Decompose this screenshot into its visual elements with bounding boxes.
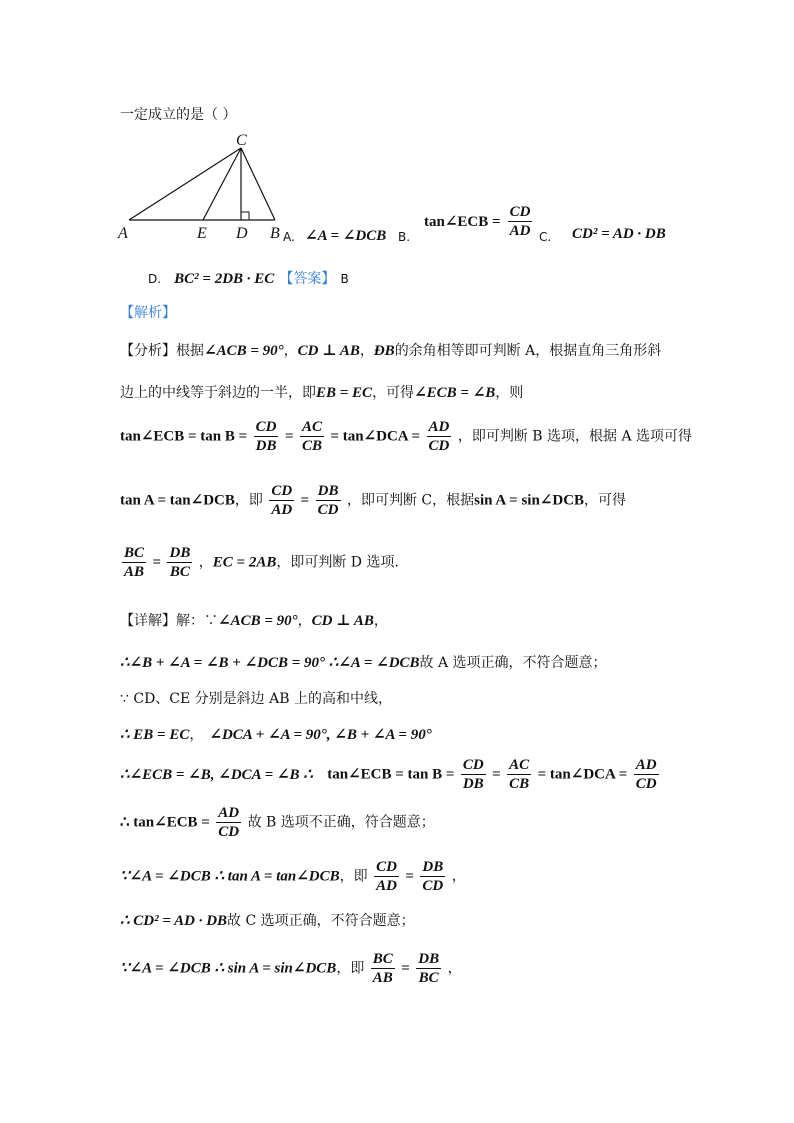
option-b-expr <box>424 203 534 240</box>
fraction <box>167 544 192 581</box>
detail-line-1 <box>120 610 388 630</box>
option-b-fraction <box>508 203 533 240</box>
text: ， <box>297 613 312 629</box>
text: ，即 <box>339 868 368 885</box>
math: ÐB <box>373 343 395 359</box>
fraction-numerator: AC <box>301 419 322 435</box>
fraction-denominator: AD <box>509 223 531 239</box>
fraction <box>374 858 399 895</box>
fraction-numerator: BC <box>372 951 393 967</box>
math: ∠ECB = ∠B <box>414 385 496 401</box>
math: ∠DCA + ∠A = 90°, ∠B + ∠A = 90° <box>209 727 432 743</box>
option-d-label: D. <box>148 272 162 286</box>
fraction-denominator: AD <box>271 502 293 518</box>
fraction-denominator: DB <box>255 438 277 454</box>
text: ， <box>198 554 213 571</box>
math: ∠ACB = 90° <box>204 343 284 359</box>
math: EC = 2AB <box>212 554 277 571</box>
fraction-numerator: CD <box>271 483 293 499</box>
math: tan∠ECB = tan B = <box>120 428 248 445</box>
math: tan A = tan∠DCB <box>120 492 235 509</box>
text: ， <box>373 613 388 629</box>
label-b: B <box>270 225 280 242</box>
fraction <box>507 756 531 793</box>
math: ∠ACB = 90° <box>218 613 298 629</box>
fraction <box>420 858 445 895</box>
fraction <box>634 756 659 793</box>
fraction <box>416 950 441 987</box>
fraction-denominator: CD <box>428 438 450 454</box>
median-ce <box>203 148 241 220</box>
answer-tag: 【答案】 <box>279 271 336 287</box>
detail-line-6 <box>120 804 435 841</box>
math: ∴ EB = EC <box>120 727 190 743</box>
math: = <box>401 960 410 977</box>
fraction-numerator: BC <box>124 545 145 561</box>
text: 的余角相等即可判断 A，根据直角三角形斜 <box>394 343 662 359</box>
text: ， <box>451 868 466 885</box>
text: ，即可判断 B 选项，根据 A 选项可得 <box>457 428 693 445</box>
math: = tan∠DCA = <box>330 428 421 445</box>
math: ∴∠ECB = ∠B, ∠DCA = ∠B ∴ <box>120 767 313 783</box>
triangle-figure <box>115 134 295 244</box>
math: ∴∠B + ∠A = ∠B + ∠DCB = 90° ∴∠A = ∠DCB <box>120 655 420 671</box>
fraction <box>216 804 241 841</box>
fraction-numerator: CD <box>509 204 531 220</box>
option-a-label: A. <box>283 230 295 244</box>
math: ∴ tan∠ECB = <box>120 814 210 831</box>
answer-value: B <box>340 272 349 286</box>
fraction-denominator: CD <box>218 824 240 840</box>
math: CD ⊥ AB <box>311 613 374 629</box>
math: sin A = sin∠DCB <box>474 492 585 509</box>
math: ∵∠A = ∠DCB ∴ tan A = tan∠DCB <box>120 868 340 885</box>
option-c-expr: CD² = AD · DB <box>572 226 666 242</box>
fraction-numerator: CD <box>462 757 484 773</box>
fraction-numerator: AD <box>635 757 657 773</box>
fraction-numerator: CD <box>255 419 277 435</box>
fraction <box>371 950 395 987</box>
text: 故 A 选项正确，不符合题意； <box>419 655 607 671</box>
analysis-line-4 <box>120 482 626 519</box>
fraction-numerator: DB <box>418 951 440 967</box>
math: = <box>492 766 501 783</box>
math: tan∠ECB = tan B = <box>327 766 455 783</box>
fraction <box>427 418 452 455</box>
fraction <box>269 482 294 519</box>
fraction-denominator: CD <box>317 502 339 518</box>
analysis-line-2 <box>120 382 523 402</box>
text: ，即可判断 D 选项． <box>276 554 409 571</box>
text: 边上的中线等于斜边的一半，即 <box>120 385 316 401</box>
fraction-numerator: DB <box>317 483 339 499</box>
math: CD ⊥ AB <box>297 343 360 359</box>
math: = <box>152 554 162 571</box>
fraction-denominator: AB <box>124 564 145 580</box>
fraction-denominator: CD <box>422 878 444 894</box>
text: ，即 <box>336 960 365 977</box>
detail-line-4 <box>120 724 432 744</box>
fraction-numerator: AD <box>218 805 240 821</box>
analysis-tag: 【分析】 <box>120 343 176 359</box>
fraction <box>316 482 341 519</box>
fraction-denominator: AD <box>376 878 397 894</box>
math: = <box>405 868 414 885</box>
fraction <box>461 756 486 793</box>
option-a-expr: ∠A = ∠DCB <box>305 228 387 244</box>
fraction-numerator: DB <box>169 545 191 561</box>
math: ∵∠A = ∠DCB ∴ sin A = sin∠DCB <box>120 960 337 977</box>
option-b-label: B. <box>398 230 411 244</box>
text: 根据 <box>176 343 204 359</box>
fraction-numerator: DB <box>422 859 444 875</box>
text: ，即 <box>234 492 263 509</box>
text: ， <box>189 727 204 743</box>
label-d: D <box>236 225 248 242</box>
text: ， <box>359 343 374 359</box>
text: ， <box>283 343 298 359</box>
fraction-denominator: CB <box>301 438 322 454</box>
fraction <box>300 418 324 455</box>
text: ，即可判断 C，根据 <box>346 492 475 509</box>
text: ，可得 <box>584 492 627 509</box>
text: 故 C 选项正确，不符合题意； <box>227 913 415 929</box>
label-a: A <box>118 225 128 242</box>
fraction-denominator: BC <box>418 970 439 986</box>
fraction-denominator: DB <box>462 776 484 792</box>
question-stem: 一定成立的是（ ） <box>120 107 237 123</box>
fraction-denominator: AB <box>372 970 393 986</box>
fraction-numerator: AD <box>428 419 450 435</box>
option-c-label: C. <box>539 230 552 244</box>
analysis-line-1 <box>120 340 661 360</box>
text: ，则 <box>495 385 524 401</box>
math: = <box>284 428 294 445</box>
option-b-lhs: tan∠ECB = <box>424 214 501 230</box>
text: ， <box>447 960 462 977</box>
fraction-denominator: CB <box>509 776 530 792</box>
option-d-expr: BC² = 2DB · EC <box>174 271 275 287</box>
analysis-line-5 <box>120 544 408 581</box>
text: ，可得 <box>372 385 415 401</box>
math: = <box>300 492 310 509</box>
math: = tan∠DCA = <box>537 766 628 783</box>
detail-line-5 <box>120 756 661 793</box>
fraction-denominator: BC <box>169 564 190 580</box>
text: 解：∵ <box>176 613 218 629</box>
label-c: C <box>236 134 247 149</box>
fraction-numerator: AC <box>509 757 530 773</box>
detail-line-7 <box>120 858 466 895</box>
fraction <box>254 418 279 455</box>
math: EB = EC <box>316 385 373 401</box>
detail-tag: 【详解】 <box>120 613 176 629</box>
text: 故 B 选项不正确，符合题意； <box>247 814 435 831</box>
detail-line-2 <box>120 652 607 672</box>
detail-line-3: ∵ CD、CE 分别是斜边 AB 上的高和中线， <box>120 691 392 707</box>
fraction-numerator: CD <box>376 859 397 875</box>
math: ∴ CD² = AD · DB <box>120 913 228 929</box>
option-d-row <box>148 268 349 288</box>
analysis-header: 【解析】 <box>120 305 176 321</box>
side-bc <box>241 148 275 220</box>
analysis-line-3 <box>120 418 692 455</box>
right-angle-mark <box>241 212 249 220</box>
label-e: E <box>197 225 207 242</box>
detail-line-8 <box>120 910 415 930</box>
detail-line-9 <box>120 950 462 987</box>
fraction-denominator: CD <box>635 776 657 792</box>
fraction <box>122 544 146 581</box>
side-ac <box>129 148 241 220</box>
